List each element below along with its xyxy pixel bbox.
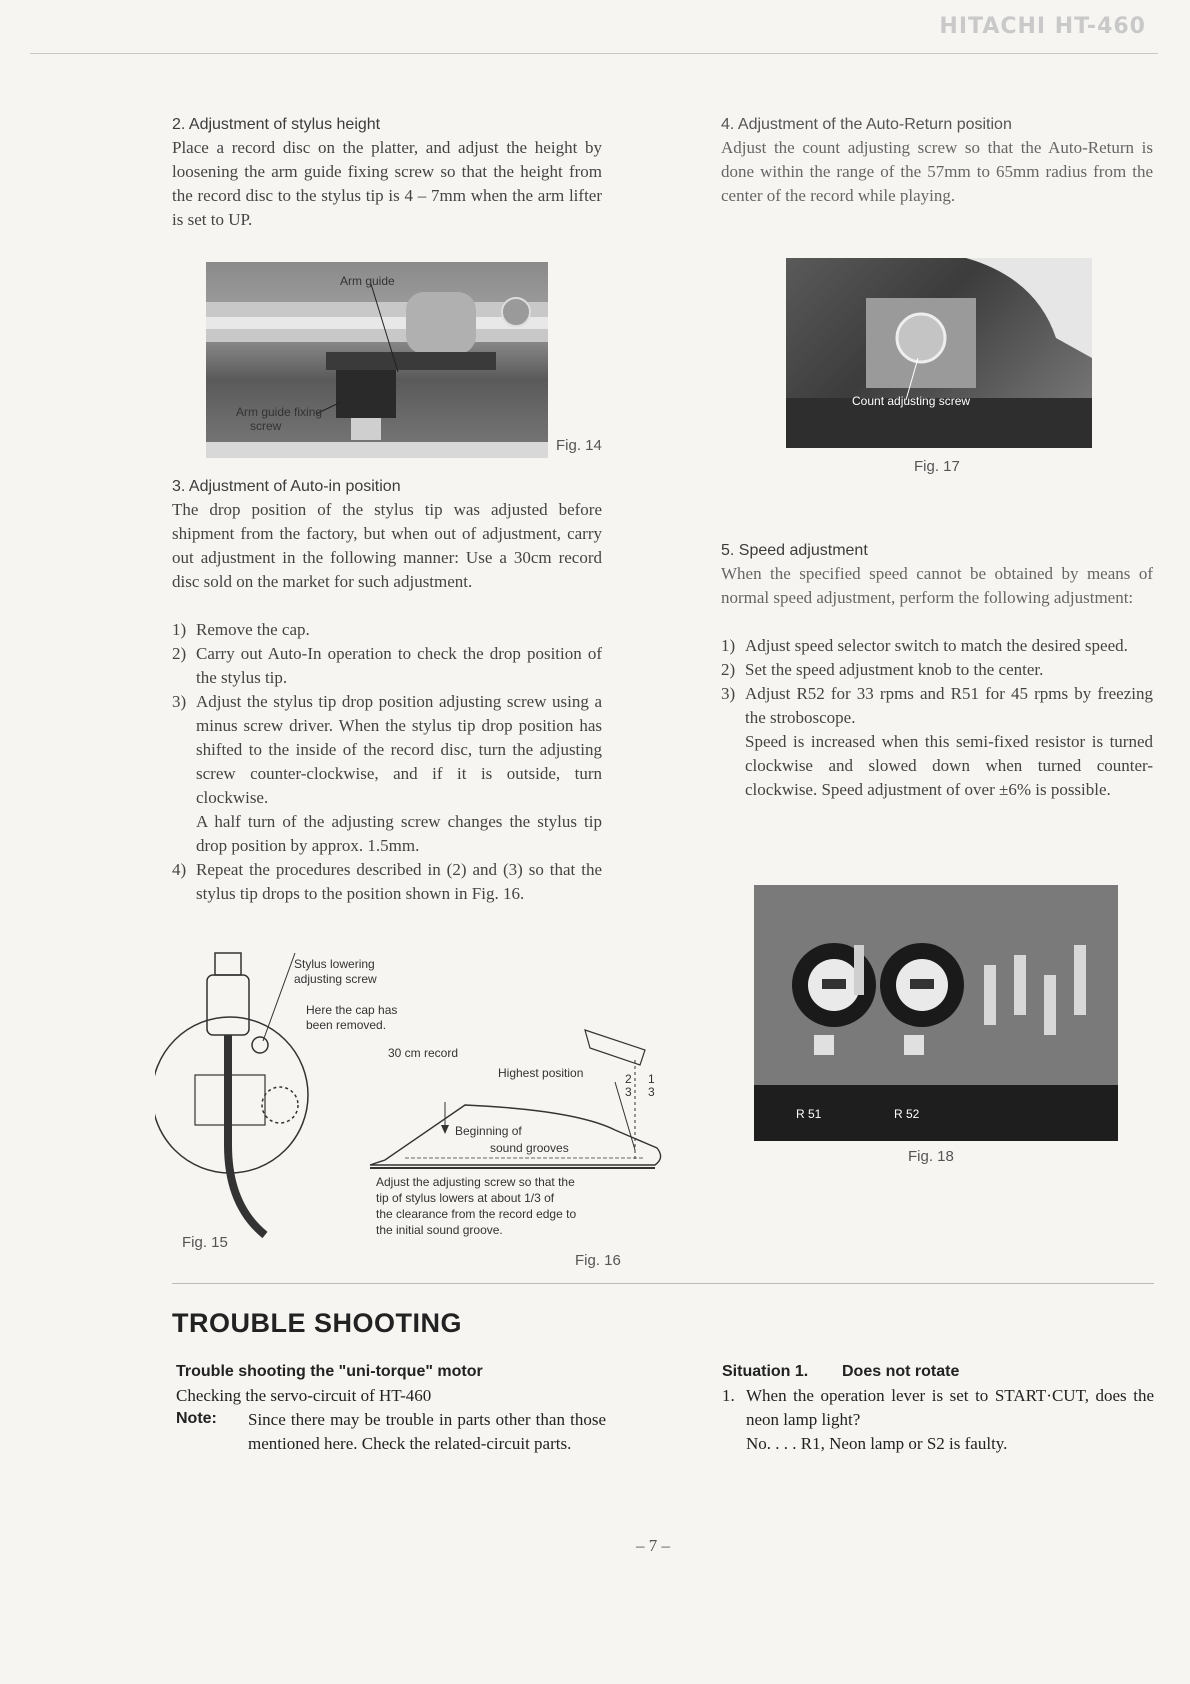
text-auto-in: The drop position of the stylus tip was adjusted before shipment from the factory, but when out of adjustment, carry out adjustment in the following manner: Use a 30cm record disc sold on the market for such adjustment.	[172, 500, 602, 591]
list-item: 1) Adjust speed selector switch to match the desired speed.	[721, 636, 1128, 655]
heading-auto-in: 3. Adjustment of Auto-in position	[172, 478, 401, 495]
note-text: Since there may be trouble in parts other than those mentioned here. Check the related-circuit parts.	[248, 1410, 606, 1453]
situation-label: Situation 1.	[722, 1363, 809, 1380]
trouble-shooting-title: TROUBLE SHOOTING	[172, 1308, 462, 1338]
list-item: 2) Carry out Auto-In operation to check the drop position of the stylus tip.	[172, 644, 602, 687]
label-stylus-lowering: Stylus lowering	[294, 957, 375, 971]
fig17-caption: Fig. 17	[914, 458, 960, 475]
fig14-photo	[206, 262, 548, 458]
list-item: 3) Adjust the stylus tip drop position adjusting screw using a minus screw driver. When the stylus tip drop position has shifted to the inside of the record disc, turn the adjusting screw counter-clockwise, and if it is outside, turn clockwise.	[172, 692, 602, 807]
auto-in-steps	[172, 618, 602, 906]
text-stylus-height: Place a record disc on the platter, and adjust the height by loosening the arm guide fixing screw so that the height from the record disc to the stylus tip is 4 – 7mm when the arm lifter is set to UP.	[172, 138, 602, 229]
question-text: When the operation lever is set to START·CUT, does the neon lamp light?	[746, 1386, 1154, 1429]
label-sound-grooves: sound grooves	[490, 1141, 569, 1155]
text-speed-adjustment: When the specified speed cannot be obtained by means of normal speed adjustment, perform the following adjustment:	[721, 564, 1153, 607]
circuit-board-illustration	[754, 885, 1118, 1141]
label-r51: R 51	[796, 1107, 822, 1121]
fig15-caption: Fig. 15	[182, 1234, 228, 1251]
brand-header: HITACHI HT-460	[939, 14, 1146, 39]
list-item: 3) Adjust R52 for 33 rpms and R51 for 45 rpms by freezing the stroboscope.	[721, 684, 1153, 727]
heading-uni-torque: Trouble shooting the "uni-torque" motor	[176, 1363, 483, 1380]
fig18-photo	[754, 885, 1118, 1141]
text-servo-circuit: Checking the servo-circuit of HT-460	[176, 1386, 432, 1405]
note-label: Note:	[176, 1410, 217, 1427]
list-item: A half turn of the adjusting screw changes the stylus tip drop position by approx. 1.5mm.	[196, 812, 602, 855]
label-beginning-of: Beginning of	[455, 1124, 522, 1138]
text-auto-return: Adjust the count adjusting screw so that the Auto-Return is done within the range of the 57mm to 65mm radius from the center of the record while playing.	[721, 138, 1153, 205]
fig17-photo	[786, 258, 1092, 448]
heading-stylus-height: 2. Adjustment of stylus height	[172, 116, 381, 133]
situation-title: Does not rotate	[842, 1363, 960, 1380]
fraction-2-bottom: 3	[648, 1085, 655, 1099]
label-arm-guide-screw: screw	[250, 419, 282, 433]
list-item: 2) Set the speed adjustment knob to the center.	[721, 660, 1044, 679]
page-number: – 7 –	[636, 1536, 670, 1555]
label-r52: R 52	[894, 1107, 920, 1121]
fig18-caption: Fig. 18	[908, 1148, 954, 1165]
fig16-note-line-2: tip of stylus lowers at about 1/3 of	[376, 1191, 555, 1205]
question-number: 1.	[722, 1386, 735, 1405]
list-item: Speed is increased when this semi-fixed resistor is turned clockwise and slowed down when turned counter-clockwise. Speed adjustment of over ±6% is possible.	[745, 732, 1153, 799]
fig16-caption: Fig. 16	[575, 1252, 621, 1269]
answer-text: No. . . . R1, Neon lamp or S2 is faulty.	[746, 1434, 1008, 1453]
list-item: 1) Remove the cap.	[172, 620, 310, 639]
speed-steps	[721, 634, 1153, 802]
label-arm-guide-fixing: Arm guide fixing	[236, 405, 323, 419]
fraction-2-top: 1	[648, 1072, 655, 1086]
label-cap-removed-1: Here the cap has	[306, 1003, 398, 1017]
section-divider	[172, 1283, 1154, 1284]
label-arm-guide: Arm guide	[340, 274, 395, 288]
fraction-1-bottom: 3	[625, 1085, 632, 1099]
label-count-adjusting-screw: Count adjusting screw	[852, 394, 971, 408]
fig16-note-line-1: Adjust the adjusting screw so that the	[376, 1175, 575, 1189]
label-30cm-record: 30 cm record	[388, 1046, 459, 1060]
fig15-drawing	[155, 945, 335, 1245]
count-screw-illustration	[786, 258, 1092, 448]
top-rule	[30, 53, 1158, 54]
label-highest-position: Highest position	[498, 1066, 584, 1080]
label-adjusting-screw: adjusting screw	[294, 972, 377, 986]
fig16-note-line-4: the initial sound groove.	[376, 1223, 503, 1237]
heading-speed-adjustment: 5. Speed adjustment	[721, 542, 868, 559]
fig16-note-line-3: the clearance from the record edge to	[376, 1207, 577, 1221]
list-item: 4) Repeat the procedures described in (2) and (3) so that the stylus tip drops to the position shown in Fig. 16.	[172, 860, 602, 903]
fig14-caption: Fig. 14	[556, 437, 602, 454]
label-cap-removed-2: been removed.	[306, 1018, 387, 1032]
fraction-1-top: 2	[625, 1072, 632, 1086]
heading-auto-return: 4. Adjustment of the Auto-Return position	[721, 116, 1012, 133]
